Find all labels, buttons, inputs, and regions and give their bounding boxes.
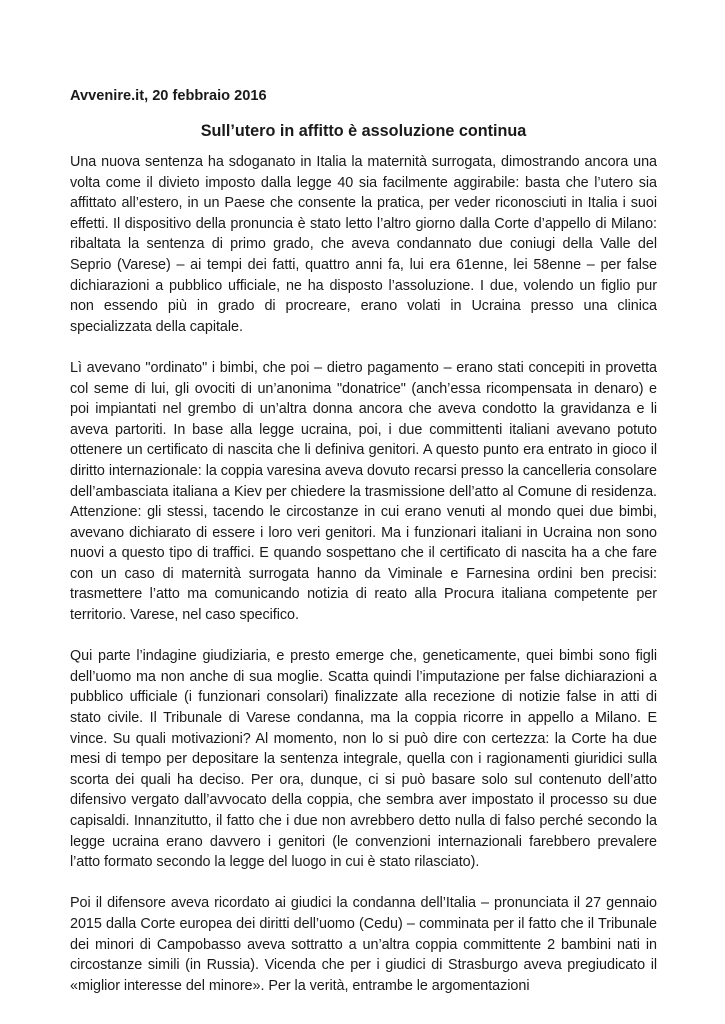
document-page — [70, 86, 657, 1017]
source-line: Avvenire.it, 20 febbraio 2016 — [70, 88, 267, 104]
article-title: Sull’utero in affitto è assoluzione continua — [200, 122, 527, 140]
paragraph-1: Una nuova sentenza ha sdoganato in Italia la maternità surrogata, dimostrando ancora una volta come il divieto imposto dalla legge 40 sia facilmente aggirabile: basta che l’utero sia affittato all’estero, in un Paese che consente la pratica, per veder riconosciuti in Italia i suoi effetti. Il dispositivo della pronuncia è stato letto l’altro giorno dalla Corte d’appello di Milano: ribaltata la sentenza di primo grado, che aveva condannato due coniugi della Valle del Seprio (Varese) – ai tempi dei fatti, quattro anni fa, lui era 61enne, lei 58enne – per false dichiarazioni a pubblico ufficiale, ne ha disposto l’assoluzione. I due, volendo un figlio pur non essendo più in grado di procreare, erano volati in Ucraina presso una clinica specializzata della capitale. — [70, 154, 657, 335]
paragraph-2: Lì avevano "ordinato" i bimbi, che poi – dietro pagamento – erano stati concepiti in provetta col seme di lui, gli ovociti di un’anonima "donatrice" (anch’essa ricompensata in denaro) e poi impiantati nel grembo di un’altra donna ancora che aveva condotto la gravidanza e li aveva partoriti. In base alla legge ucraina, poi, i due committenti italiani avevano potuto ottenere un certificato di nascita che li definiva genitori. A questo punto era entrato in gioco il diritto internazionale: la coppia varesina aveva dovuto recarsi presso la cancelleria consolare dell’ambasciata italiana a Kiev per chiedere la trasmissione dell’atto al Comune di residenza. Attenzione: gli stessi, tacendo le circostanze in cui erano venuti al mondo quei due bimbi, avevano dichiarato di essere i loro veri genitori. Ma i funzionari italiani in Ucraina non sono nuovi a questo tipo di traffici. E quando sospettano che il certificato di nascita ha a che fare con un caso di maternità surrogata hanno da Viminale e Farnesina ordini ben precisi: trasmettere l’atto ma comunicando notizia di reato alla Procura italiana competente per territorio. Varese, nel caso specifico. — [70, 359, 657, 624]
paragraph-3: Qui parte l’indagine giudiziaria, e presto emerge che, geneticamente, quei bimbi sono figli dell’uomo ma non anche di sua moglie. Scatta quindi l’imputazione per false dichiarazioni a pubblico ufficiale (i funzionari consolari) finalizzate alla recezione di notizie false in atti di stato civile. Il Tribunale di Varese condanna, ma la coppia ricorre in appello a Milano. E vince. Su quali motivazioni? Al momento, non lo si può dire con certezza: la Corte ha due mesi di tempo per depositare la sentenza integrale, quella con i ragionamenti giuridici sulla scorta dei quali ha deciso. Per ora, dunque, ci si può basare solo sul contenuto dell’atto difensivo vergato dall’avvocato della coppia, che sembra aver impostato il processo su due capisaldi. Innanzitutto, il fatto che i due non avrebbero detto nulla di falso perché secondo la legge ucraina erano davvero i genitori (le convenzioni internazionali farebbero prevalere l’atto formato secondo la legge del luogo in cui è stato rilasciato). — [70, 648, 657, 871]
paragraph-4: Poi il difensore aveva ricordato ai giudici la condanna dell’Italia – pronunciata il 27 gennaio 2015 dalla Corte europea dei diritti dell’uomo (Cedu) – comminata per il fatto che il Tribunale dei minori di Campobasso aveva sottratto a un’altra coppia committente 2 bambini nati in circostanze simili (in Russia). Vicenda che per i giudici di Strasburgo aveva pregiudicato il «miglior interesse del minore». Per la verità, entrambe le argomentazioni — [70, 895, 657, 994]
